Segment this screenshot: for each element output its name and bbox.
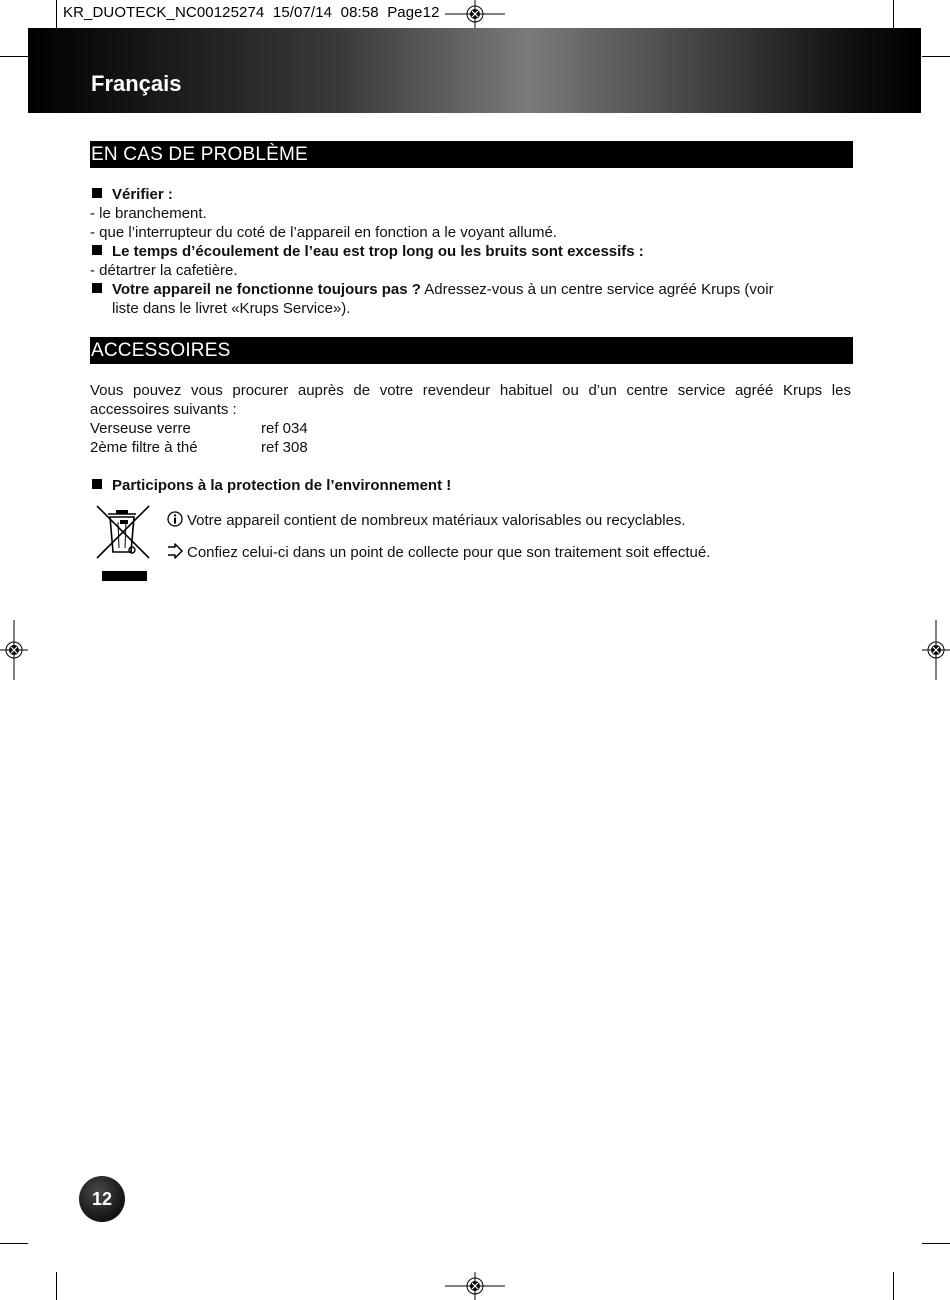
- square-bullet-icon: [92, 245, 102, 255]
- accessory-name: 2ème filtre à thé: [90, 439, 198, 456]
- check-heading: [92, 185, 173, 204]
- registration-mark-icon: [0, 620, 28, 680]
- check-item: - que l’interrupteur du coté de l’appareil en fonction a le voyant allumé.: [90, 224, 557, 241]
- accessories-section-heading: ACCESSOIRES: [90, 337, 853, 364]
- environment-info-item: [167, 511, 686, 530]
- accessory-name: Verseuse verre: [90, 420, 191, 437]
- square-bullet-icon: [92, 188, 102, 198]
- registration-mark-icon: [445, 0, 505, 28]
- crop-mark: [922, 1243, 950, 1244]
- accessory-ref: ref 034: [261, 420, 308, 437]
- problem-section-heading: EN CAS DE PROBLÈME: [90, 141, 853, 168]
- crop-mark: [56, 1272, 57, 1300]
- registration-mark-icon: [445, 1272, 505, 1300]
- still-text: Adressez-vous à un centre service agréé Krups (voir: [420, 281, 774, 298]
- registration-mark-icon: [922, 620, 950, 680]
- still-text-continued: liste dans le livret «Krups Service»).: [112, 300, 351, 317]
- environment-info-text: Votre appareil contient de nombreux matériaux valorisables ou recyclables.: [187, 512, 686, 529]
- language-title: Français: [91, 71, 182, 96]
- environment-heading: [92, 476, 451, 495]
- accessory-ref: ref 308: [261, 439, 308, 456]
- crop-mark: [893, 0, 894, 28]
- environment-action-item: [167, 543, 710, 562]
- accessories-intro: Vous pouvez vous procurer auprès de votre revendeur habituel ou d’un centre service agréé Krups les accessoires suivants :: [90, 382, 851, 418]
- flow-label: Le temps d’écoulement de l’eau est trop long ou les bruits sont excessifs :: [112, 243, 644, 260]
- info-circle-icon: [167, 511, 183, 527]
- crop-mark: [0, 1243, 28, 1244]
- print-slug: KR_DUOTECK_NC00125274 15/07/14 08:58 Page12: [63, 4, 440, 21]
- flow-item: - détartrer la cafetière.: [90, 262, 238, 279]
- page-number: 12: [79, 1176, 125, 1222]
- environment-heading-label: Participons à la protection de l’environnement !: [112, 477, 452, 494]
- flow-heading: [92, 242, 644, 261]
- crop-mark: [922, 56, 950, 57]
- check-item: - le branchement.: [90, 205, 207, 222]
- environment-action-text: Confiez celui-ci dans un point de collecte pour que son traitement soit effectué.: [187, 544, 711, 561]
- header-banner: [28, 28, 921, 113]
- still-not-working-item: [92, 280, 774, 299]
- crop-mark: [0, 56, 28, 57]
- check-label: Vérifier :: [112, 186, 173, 203]
- crop-mark: [893, 1272, 894, 1300]
- square-bullet-icon: [92, 283, 102, 293]
- crop-mark: [56, 0, 57, 28]
- crossed-out-bin-icon: [94, 504, 152, 584]
- arrow-right-icon: [167, 543, 183, 559]
- square-bullet-icon: [92, 479, 102, 489]
- still-label: Votre appareil ne fonctionne toujours pas ?: [112, 281, 421, 298]
